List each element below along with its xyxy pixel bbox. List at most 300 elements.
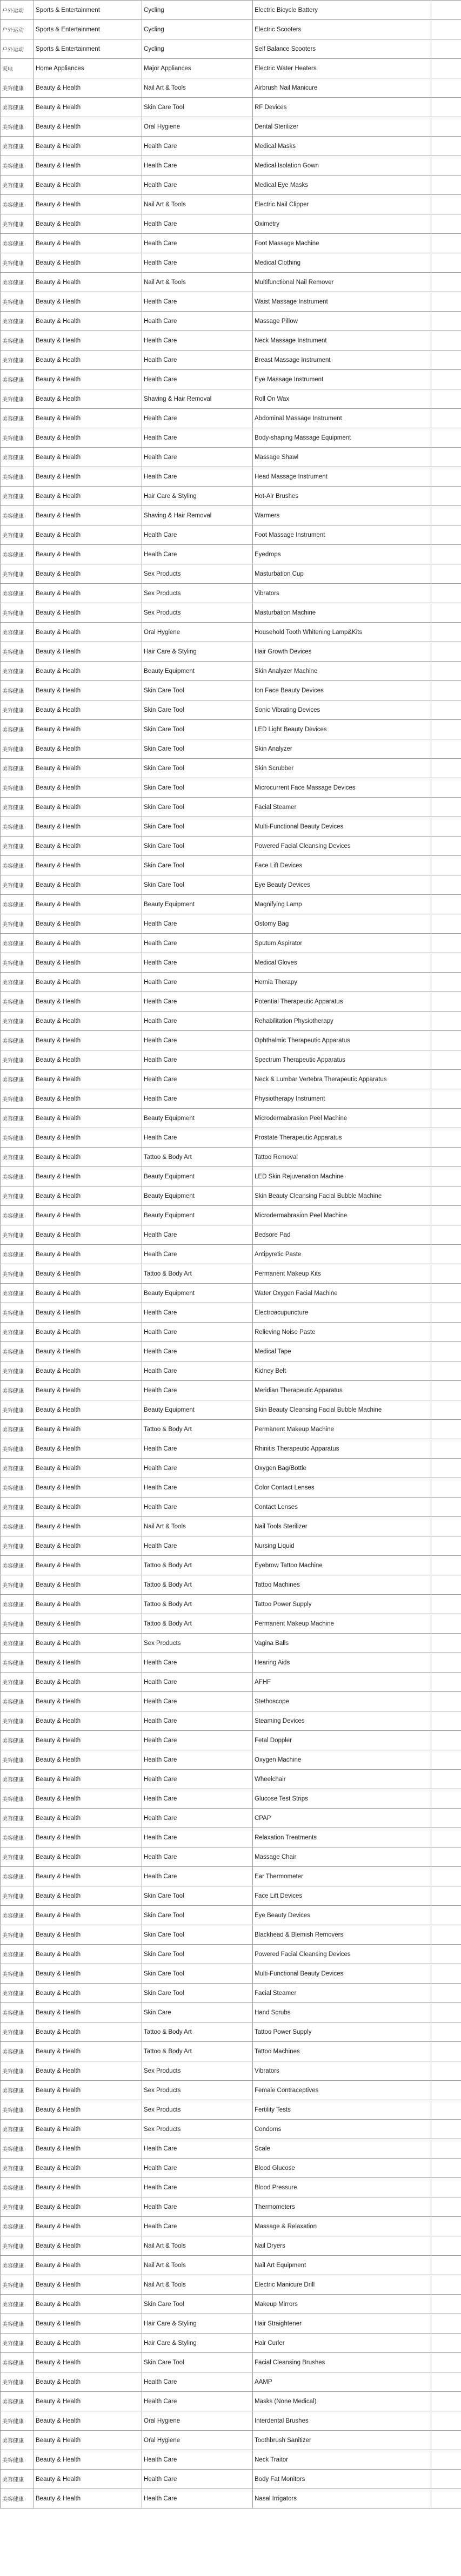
cn-category-cell[interactable]: 美容健康: [1, 1381, 34, 1400]
category-cell[interactable]: Beauty & Health: [34, 681, 142, 700]
cn-category-cell[interactable]: 美容健康: [1, 2489, 34, 2508]
category-cell[interactable]: Beauty & Health: [34, 1439, 142, 1459]
empty-cell[interactable]: [431, 2392, 461, 2411]
product-type-cell[interactable]: Relieving Noise Paste: [253, 1323, 431, 1342]
subcategory-cell[interactable]: Nail Art & Tools: [142, 1517, 253, 1536]
empty-cell[interactable]: [431, 1614, 461, 1634]
subcategory-cell[interactable]: Health Care: [142, 1342, 253, 1361]
product-type-cell[interactable]: Wheelchair: [253, 1770, 431, 1789]
cn-category-cell[interactable]: 美容健康: [1, 1478, 34, 1498]
product-type-cell[interactable]: Waist Massage Instrument: [253, 292, 431, 312]
empty-cell[interactable]: [431, 2334, 461, 2353]
cn-category-cell[interactable]: 美容健康: [1, 1789, 34, 1809]
product-type-cell[interactable]: Breast Massage Instrument: [253, 350, 431, 370]
category-cell[interactable]: Beauty & Health: [34, 1186, 142, 1206]
category-cell[interactable]: Beauty & Health: [34, 2372, 142, 2392]
cn-category-cell[interactable]: 美容健康: [1, 875, 34, 895]
empty-cell[interactable]: [431, 1809, 461, 1828]
category-cell[interactable]: Beauty & Health: [34, 778, 142, 798]
product-type-cell[interactable]: Condoms: [253, 2120, 431, 2139]
cn-category-cell[interactable]: 美容健康: [1, 1556, 34, 1575]
product-type-cell[interactable]: Physiotherapy Instrument: [253, 1089, 431, 1109]
subcategory-cell[interactable]: Health Care: [142, 2217, 253, 2236]
empty-cell[interactable]: [431, 2100, 461, 2120]
empty-cell[interactable]: [431, 1128, 461, 1148]
empty-cell[interactable]: [431, 545, 461, 564]
product-type-cell[interactable]: Rehabilitation Physiotherapy: [253, 1011, 431, 1031]
cn-category-cell[interactable]: 美容健康: [1, 2314, 34, 2334]
cn-category-cell[interactable]: 美容健康: [1, 1361, 34, 1381]
subcategory-cell[interactable]: Health Care: [142, 1011, 253, 1031]
product-type-cell[interactable]: Tattoo Machines: [253, 2042, 431, 2061]
product-type-cell[interactable]: Microcurrent Face Massage Devices: [253, 778, 431, 798]
category-cell[interactable]: Beauty & Health: [34, 78, 142, 98]
product-type-cell[interactable]: Oxygen Machine: [253, 1750, 431, 1770]
empty-cell[interactable]: [431, 98, 461, 117]
category-cell[interactable]: Beauty & Health: [34, 1089, 142, 1109]
category-cell[interactable]: Beauty & Health: [34, 2159, 142, 2178]
empty-cell[interactable]: [431, 973, 461, 992]
product-type-cell[interactable]: Multi-Functional Beauty Devices: [253, 1964, 431, 1984]
empty-cell[interactable]: [431, 798, 461, 817]
product-type-cell[interactable]: Prostate Therapeutic Apparatus: [253, 1128, 431, 1148]
product-type-cell[interactable]: Toothbrush Sanitizer: [253, 2431, 431, 2450]
cn-category-cell[interactable]: 美容健康: [1, 2372, 34, 2392]
subcategory-cell[interactable]: Major Appliances: [142, 59, 253, 78]
cn-category-cell[interactable]: 美容健康: [1, 1886, 34, 1906]
category-cell[interactable]: Beauty & Health: [34, 2178, 142, 2197]
subcategory-cell[interactable]: Sex Products: [142, 564, 253, 584]
subcategory-cell[interactable]: Health Care: [142, 428, 253, 448]
category-cell[interactable]: Beauty & Health: [34, 1906, 142, 1925]
cn-category-cell[interactable]: 美容健康: [1, 1595, 34, 1614]
product-type-cell[interactable]: Fertility Tests: [253, 2100, 431, 2120]
product-type-cell[interactable]: Hot-Air Brushes: [253, 487, 431, 506]
category-cell[interactable]: Beauty & Health: [34, 350, 142, 370]
empty-cell[interactable]: [431, 1284, 461, 1303]
category-cell[interactable]: Beauty & Health: [34, 564, 142, 584]
subcategory-cell[interactable]: Health Care: [142, 137, 253, 156]
product-type-cell[interactable]: Massage Chair: [253, 1847, 431, 1867]
cn-category-cell[interactable]: 美容健康: [1, 856, 34, 875]
empty-cell[interactable]: [431, 584, 461, 603]
cn-category-cell[interactable]: 美容健康: [1, 2003, 34, 2022]
empty-cell[interactable]: [431, 1109, 461, 1128]
product-type-cell[interactable]: Tattoo Power Supply: [253, 2022, 431, 2042]
cn-category-cell[interactable]: 美容健康: [1, 428, 34, 448]
category-cell[interactable]: Beauty & Health: [34, 2022, 142, 2042]
category-cell[interactable]: Beauty & Health: [34, 292, 142, 312]
cn-category-cell[interactable]: 美容健康: [1, 1420, 34, 1439]
product-type-cell[interactable]: Tattoo Machines: [253, 1575, 431, 1595]
subcategory-cell[interactable]: Health Care: [142, 2197, 253, 2217]
product-type-cell[interactable]: Body Fat Monitors: [253, 2470, 431, 2489]
product-type-cell[interactable]: Eyedrops: [253, 545, 431, 564]
cn-category-cell[interactable]: 美容健康: [1, 312, 34, 331]
product-type-cell[interactable]: Permanent Makeup Machine: [253, 1614, 431, 1634]
cn-category-cell[interactable]: 美容健康: [1, 1731, 34, 1750]
cn-category-cell[interactable]: 美容健康: [1, 370, 34, 389]
category-cell[interactable]: Beauty & Health: [34, 156, 142, 176]
cn-category-cell[interactable]: 美容健康: [1, 117, 34, 137]
subcategory-cell[interactable]: Tattoo & Body Art: [142, 1614, 253, 1634]
category-cell[interactable]: Beauty & Health: [34, 1692, 142, 1711]
empty-cell[interactable]: [431, 370, 461, 389]
cn-category-cell[interactable]: 美容健康: [1, 1109, 34, 1128]
subcategory-cell[interactable]: Health Care: [142, 176, 253, 195]
empty-cell[interactable]: [431, 331, 461, 350]
cn-category-cell[interactable]: 美容健康: [1, 1614, 34, 1634]
product-type-cell[interactable]: Fetal Doppler: [253, 1731, 431, 1750]
product-type-cell[interactable]: Color Contact Lenses: [253, 1478, 431, 1498]
product-type-cell[interactable]: Self Balance Scooters: [253, 39, 431, 59]
subcategory-cell[interactable]: Nail Art & Tools: [142, 2256, 253, 2275]
subcategory-cell[interactable]: Health Care: [142, 350, 253, 370]
subcategory-cell[interactable]: Health Care: [142, 1828, 253, 1847]
product-type-cell[interactable]: Nursing Liquid: [253, 1536, 431, 1556]
category-cell[interactable]: Beauty & Health: [34, 1167, 142, 1186]
product-type-cell[interactable]: Face Lift Devices: [253, 856, 431, 875]
empty-cell[interactable]: [431, 1634, 461, 1653]
cn-category-cell[interactable]: 美容健康: [1, 195, 34, 214]
subcategory-cell[interactable]: Tattoo & Body Art: [142, 1148, 253, 1167]
product-type-cell[interactable]: Hair Curler: [253, 2334, 431, 2353]
subcategory-cell[interactable]: Sex Products: [142, 584, 253, 603]
subcategory-cell[interactable]: Health Care: [142, 934, 253, 953]
product-type-cell[interactable]: Bedsore Pad: [253, 1225, 431, 1245]
category-cell[interactable]: Beauty & Health: [34, 623, 142, 642]
cn-category-cell[interactable]: 美容健康: [1, 2256, 34, 2275]
category-cell[interactable]: Beauty & Health: [34, 331, 142, 350]
cn-category-cell[interactable]: 美容健康: [1, 1089, 34, 1109]
product-type-cell[interactable]: Blood Pressure: [253, 2178, 431, 2197]
empty-cell[interactable]: [431, 1206, 461, 1225]
empty-cell[interactable]: [431, 234, 461, 253]
subcategory-cell[interactable]: Health Care: [142, 1031, 253, 1050]
category-cell[interactable]: Beauty & Health: [34, 273, 142, 292]
subcategory-cell[interactable]: Health Care: [142, 2470, 253, 2489]
cn-category-cell[interactable]: 美容健康: [1, 409, 34, 428]
subcategory-cell[interactable]: Skin Care Tool: [142, 98, 253, 117]
subcategory-cell[interactable]: Nail Art & Tools: [142, 2236, 253, 2256]
product-type-cell[interactable]: CPAP: [253, 1809, 431, 1828]
subcategory-cell[interactable]: Health Care: [142, 214, 253, 234]
subcategory-cell[interactable]: Cycling: [142, 20, 253, 39]
category-cell[interactable]: Beauty & Health: [34, 1264, 142, 1284]
empty-cell[interactable]: [431, 214, 461, 234]
subcategory-cell[interactable]: Cycling: [142, 39, 253, 59]
empty-cell[interactable]: [431, 2314, 461, 2334]
subcategory-cell[interactable]: Health Care: [142, 2450, 253, 2470]
empty-cell[interactable]: [431, 2003, 461, 2022]
category-cell[interactable]: Beauty & Health: [34, 817, 142, 837]
product-type-cell[interactable]: Eye Beauty Devices: [253, 875, 431, 895]
subcategory-cell[interactable]: Hair Care & Styling: [142, 2334, 253, 2353]
category-cell[interactable]: Beauty & Health: [34, 1070, 142, 1089]
product-type-cell[interactable]: Medical Eye Masks: [253, 176, 431, 195]
category-cell[interactable]: Beauty & Health: [34, 312, 142, 331]
product-type-cell[interactable]: Medical Tape: [253, 1342, 431, 1361]
category-cell[interactable]: Beauty & Health: [34, 1109, 142, 1128]
empty-cell[interactable]: [431, 1420, 461, 1439]
subcategory-cell[interactable]: Health Care: [142, 1128, 253, 1148]
subcategory-cell[interactable]: Hair Care & Styling: [142, 487, 253, 506]
empty-cell[interactable]: [431, 389, 461, 409]
product-type-cell[interactable]: Multifunctional Nail Remover: [253, 273, 431, 292]
empty-cell[interactable]: [431, 1925, 461, 1945]
empty-cell[interactable]: [431, 39, 461, 59]
product-type-cell[interactable]: Steaming Devices: [253, 1711, 431, 1731]
product-type-cell[interactable]: Hand Scrubs: [253, 2003, 431, 2022]
cn-category-cell[interactable]: 美容健康: [1, 837, 34, 856]
cn-category-cell[interactable]: 美容健康: [1, 1847, 34, 1867]
category-cell[interactable]: Beauty & Health: [34, 1809, 142, 1828]
cn-category-cell[interactable]: 户外运动: [1, 20, 34, 39]
category-cell[interactable]: Beauty & Health: [34, 370, 142, 389]
cn-category-cell[interactable]: 美容健康: [1, 331, 34, 350]
subcategory-cell[interactable]: Health Care: [142, 1439, 253, 1459]
category-cell[interactable]: Beauty & Health: [34, 137, 142, 156]
subcategory-cell[interactable]: Nail Art & Tools: [142, 78, 253, 98]
subcategory-cell[interactable]: Health Care: [142, 525, 253, 545]
empty-cell[interactable]: [431, 487, 461, 506]
cn-category-cell[interactable]: 美容健康: [1, 2100, 34, 2120]
product-type-cell[interactable]: Blood Glucose: [253, 2159, 431, 2178]
product-type-cell[interactable]: Medical Isolation Gown: [253, 156, 431, 176]
empty-cell[interactable]: [431, 2411, 461, 2431]
subcategory-cell[interactable]: Oral Hygiene: [142, 2411, 253, 2431]
subcategory-cell[interactable]: Oral Hygiene: [142, 623, 253, 642]
product-type-cell[interactable]: Oxygen Bag/Bottle: [253, 1459, 431, 1478]
empty-cell[interactable]: [431, 137, 461, 156]
empty-cell[interactable]: [431, 525, 461, 545]
empty-cell[interactable]: [431, 623, 461, 642]
product-type-cell[interactable]: Skin Scrubber: [253, 759, 431, 778]
product-type-cell[interactable]: Thermometers: [253, 2197, 431, 2217]
product-type-cell[interactable]: Ostomy Bag: [253, 914, 431, 934]
category-cell[interactable]: Beauty & Health: [34, 1925, 142, 1945]
product-type-cell[interactable]: Neck Traitor: [253, 2450, 431, 2470]
category-cell[interactable]: Beauty & Health: [34, 1342, 142, 1361]
product-type-cell[interactable]: Skin Beauty Cleansing Facial Bubble Machine: [253, 1400, 431, 1420]
subcategory-cell[interactable]: Nail Art & Tools: [142, 195, 253, 214]
category-cell[interactable]: Beauty & Health: [34, 2197, 142, 2217]
empty-cell[interactable]: [431, 1148, 461, 1167]
subcategory-cell[interactable]: Skin Care Tool: [142, 817, 253, 837]
category-cell[interactable]: Beauty & Health: [34, 1245, 142, 1264]
product-type-cell[interactable]: Magnifying Lamp: [253, 895, 431, 914]
product-type-cell[interactable]: Multi-Functional Beauty Devices: [253, 817, 431, 837]
category-cell[interactable]: Beauty & Health: [34, 1381, 142, 1400]
empty-cell[interactable]: [431, 895, 461, 914]
cn-category-cell[interactable]: 美容健康: [1, 506, 34, 525]
category-cell[interactable]: Beauty & Health: [34, 603, 142, 623]
category-cell[interactable]: Beauty & Health: [34, 934, 142, 953]
cn-category-cell[interactable]: 美容健康: [1, 798, 34, 817]
product-type-cell[interactable]: Skin Beauty Cleansing Facial Bubble Machine: [253, 1186, 431, 1206]
empty-cell[interactable]: [431, 1536, 461, 1556]
category-cell[interactable]: Beauty & Health: [34, 1595, 142, 1614]
product-type-cell[interactable]: Airbrush Nail Manicure: [253, 78, 431, 98]
subcategory-cell[interactable]: Health Care: [142, 253, 253, 273]
subcategory-cell[interactable]: Health Care: [142, 1789, 253, 1809]
product-type-cell[interactable]: Neck & Lumbar Vertebra Therapeutic Apparatus: [253, 1070, 431, 1089]
subcategory-cell[interactable]: Health Care: [142, 1847, 253, 1867]
cn-category-cell[interactable]: 美容健康: [1, 273, 34, 292]
product-type-cell[interactable]: RF Devices: [253, 98, 431, 117]
product-type-cell[interactable]: Contact Lenses: [253, 1498, 431, 1517]
empty-cell[interactable]: [431, 875, 461, 895]
cn-category-cell[interactable]: 美容健康: [1, 1439, 34, 1459]
category-cell[interactable]: Beauty & Health: [34, 662, 142, 681]
cn-category-cell[interactable]: 美容健康: [1, 700, 34, 720]
product-type-cell[interactable]: Foot Massage Instrument: [253, 525, 431, 545]
cn-category-cell[interactable]: 美容健康: [1, 564, 34, 584]
subcategory-cell[interactable]: Health Care: [142, 2159, 253, 2178]
cn-category-cell[interactable]: 美容健康: [1, 1692, 34, 1711]
cn-category-cell[interactable]: 美容健康: [1, 642, 34, 662]
product-type-cell[interactable]: Masturbation Cup: [253, 564, 431, 584]
empty-cell[interactable]: [431, 2372, 461, 2392]
empty-cell[interactable]: [431, 1011, 461, 1031]
cn-category-cell[interactable]: 美容健康: [1, 1070, 34, 1089]
product-type-cell[interactable]: Tattoo Power Supply: [253, 1595, 431, 1614]
category-cell[interactable]: Beauty & Health: [34, 1050, 142, 1070]
subcategory-cell[interactable]: Health Care: [142, 1498, 253, 1517]
cn-category-cell[interactable]: 美容健康: [1, 137, 34, 156]
subcategory-cell[interactable]: Skin Care Tool: [142, 739, 253, 759]
subcategory-cell[interactable]: Oral Hygiene: [142, 117, 253, 137]
product-type-cell[interactable]: Vagina Balls: [253, 1634, 431, 1653]
product-type-cell[interactable]: Ion Face Beauty Devices: [253, 681, 431, 700]
category-cell[interactable]: Beauty & Health: [34, 1400, 142, 1420]
product-type-cell[interactable]: Head Massage Instrument: [253, 467, 431, 487]
product-type-cell[interactable]: Abdominal Massage Instrument: [253, 409, 431, 428]
empty-cell[interactable]: [431, 739, 461, 759]
cn-category-cell[interactable]: 美容健康: [1, 2236, 34, 2256]
subcategory-cell[interactable]: Oral Hygiene: [142, 2431, 253, 2450]
empty-cell[interactable]: [431, 564, 461, 584]
subcategory-cell[interactable]: Shaving & Hair Removal: [142, 506, 253, 525]
category-cell[interactable]: Beauty & Health: [34, 2334, 142, 2353]
category-cell[interactable]: Beauty & Health: [34, 1964, 142, 1984]
empty-cell[interactable]: [431, 1264, 461, 1284]
product-type-cell[interactable]: Blackhead & Blemish Removers: [253, 1925, 431, 1945]
cn-category-cell[interactable]: 家电: [1, 59, 34, 78]
category-cell[interactable]: Beauty & Health: [34, 2431, 142, 2450]
category-cell[interactable]: Beauty & Health: [34, 389, 142, 409]
subcategory-cell[interactable]: Health Care: [142, 1459, 253, 1478]
subcategory-cell[interactable]: Tattoo & Body Art: [142, 2042, 253, 2061]
empty-cell[interactable]: [431, 1361, 461, 1381]
subcategory-cell[interactable]: Health Care: [142, 1867, 253, 1886]
cn-category-cell[interactable]: 美容健康: [1, 2275, 34, 2295]
category-cell[interactable]: Beauty & Health: [34, 525, 142, 545]
product-type-cell[interactable]: Masks (None Medical): [253, 2392, 431, 2411]
empty-cell[interactable]: [431, 1323, 461, 1342]
empty-cell[interactable]: [431, 934, 461, 953]
empty-cell[interactable]: [431, 1070, 461, 1089]
empty-cell[interactable]: [431, 1498, 461, 1517]
subcategory-cell[interactable]: Skin Care Tool: [142, 875, 253, 895]
cn-category-cell[interactable]: 美容健康: [1, 1245, 34, 1264]
cn-category-cell[interactable]: 美容健康: [1, 176, 34, 195]
cn-category-cell[interactable]: 美容健康: [1, 1148, 34, 1167]
category-cell[interactable]: Beauty & Health: [34, 1847, 142, 1867]
category-cell[interactable]: Beauty & Health: [34, 1789, 142, 1809]
product-type-cell[interactable]: Medical Gloves: [253, 953, 431, 973]
category-cell[interactable]: Beauty & Health: [34, 1206, 142, 1225]
subcategory-cell[interactable]: Health Care: [142, 1673, 253, 1692]
empty-cell[interactable]: [431, 448, 461, 467]
product-type-cell[interactable]: Skin Analyzer: [253, 739, 431, 759]
product-type-cell[interactable]: Potential Therapeutic Apparatus: [253, 992, 431, 1011]
cn-category-cell[interactable]: 美容健康: [1, 2120, 34, 2139]
subcategory-cell[interactable]: Shaving & Hair Removal: [142, 389, 253, 409]
empty-cell[interactable]: [431, 837, 461, 856]
category-cell[interactable]: Beauty & Health: [34, 2256, 142, 2275]
cn-category-cell[interactable]: 美容健康: [1, 350, 34, 370]
empty-cell[interactable]: [431, 1673, 461, 1692]
product-type-cell[interactable]: Electric Water Heaters: [253, 59, 431, 78]
empty-cell[interactable]: [431, 1556, 461, 1575]
empty-cell[interactable]: [431, 1867, 461, 1886]
product-type-cell[interactable]: Hernia Therapy: [253, 973, 431, 992]
subcategory-cell[interactable]: Health Care: [142, 1536, 253, 1556]
category-cell[interactable]: Beauty & Health: [34, 895, 142, 914]
category-cell[interactable]: Home Appliances: [34, 59, 142, 78]
empty-cell[interactable]: [431, 350, 461, 370]
subcategory-cell[interactable]: Health Care: [142, 370, 253, 389]
category-cell[interactable]: Beauty & Health: [34, 409, 142, 428]
cn-category-cell[interactable]: 美容健康: [1, 1400, 34, 1420]
empty-cell[interactable]: [431, 20, 461, 39]
subcategory-cell[interactable]: Beauty Equipment: [142, 1186, 253, 1206]
subcategory-cell[interactable]: Nail Art & Tools: [142, 273, 253, 292]
cn-category-cell[interactable]: 美容健康: [1, 253, 34, 273]
empty-cell[interactable]: [431, 1711, 461, 1731]
cn-category-cell[interactable]: 美容健康: [1, 681, 34, 700]
category-cell[interactable]: Beauty & Health: [34, 428, 142, 448]
subcategory-cell[interactable]: Health Care: [142, 1750, 253, 1770]
subcategory-cell[interactable]: Tattoo & Body Art: [142, 1575, 253, 1595]
product-type-cell[interactable]: Kidney Belt: [253, 1361, 431, 1381]
category-cell[interactable]: Beauty & Health: [34, 2042, 142, 2061]
category-cell[interactable]: Beauty & Health: [34, 1225, 142, 1245]
subcategory-cell[interactable]: Health Care: [142, 1361, 253, 1381]
cn-category-cell[interactable]: 美容健康: [1, 1906, 34, 1925]
empty-cell[interactable]: [431, 1381, 461, 1400]
category-cell[interactable]: Beauty & Health: [34, 214, 142, 234]
subcategory-cell[interactable]: Health Care: [142, 1478, 253, 1498]
product-type-cell[interactable]: Makeup Mirrors: [253, 2295, 431, 2314]
empty-cell[interactable]: [431, 117, 461, 137]
product-type-cell[interactable]: Female Contraceptives: [253, 2081, 431, 2100]
subcategory-cell[interactable]: Health Care: [142, 1381, 253, 1400]
empty-cell[interactable]: [431, 1945, 461, 1964]
subcategory-cell[interactable]: Skin Care Tool: [142, 837, 253, 856]
category-cell[interactable]: Beauty & Health: [34, 2003, 142, 2022]
empty-cell[interactable]: [431, 273, 461, 292]
cn-category-cell[interactable]: 美容健康: [1, 1809, 34, 1828]
subcategory-cell[interactable]: Skin Care Tool: [142, 759, 253, 778]
cn-category-cell[interactable]: 美容健康: [1, 1284, 34, 1303]
product-type-cell[interactable]: LED Skin Rejuvenation Machine: [253, 1167, 431, 1186]
cn-category-cell[interactable]: 美容健康: [1, 1945, 34, 1964]
empty-cell[interactable]: [431, 2470, 461, 2489]
empty-cell[interactable]: [431, 700, 461, 720]
product-type-cell[interactable]: Microdermabrasion Peel Machine: [253, 1109, 431, 1128]
